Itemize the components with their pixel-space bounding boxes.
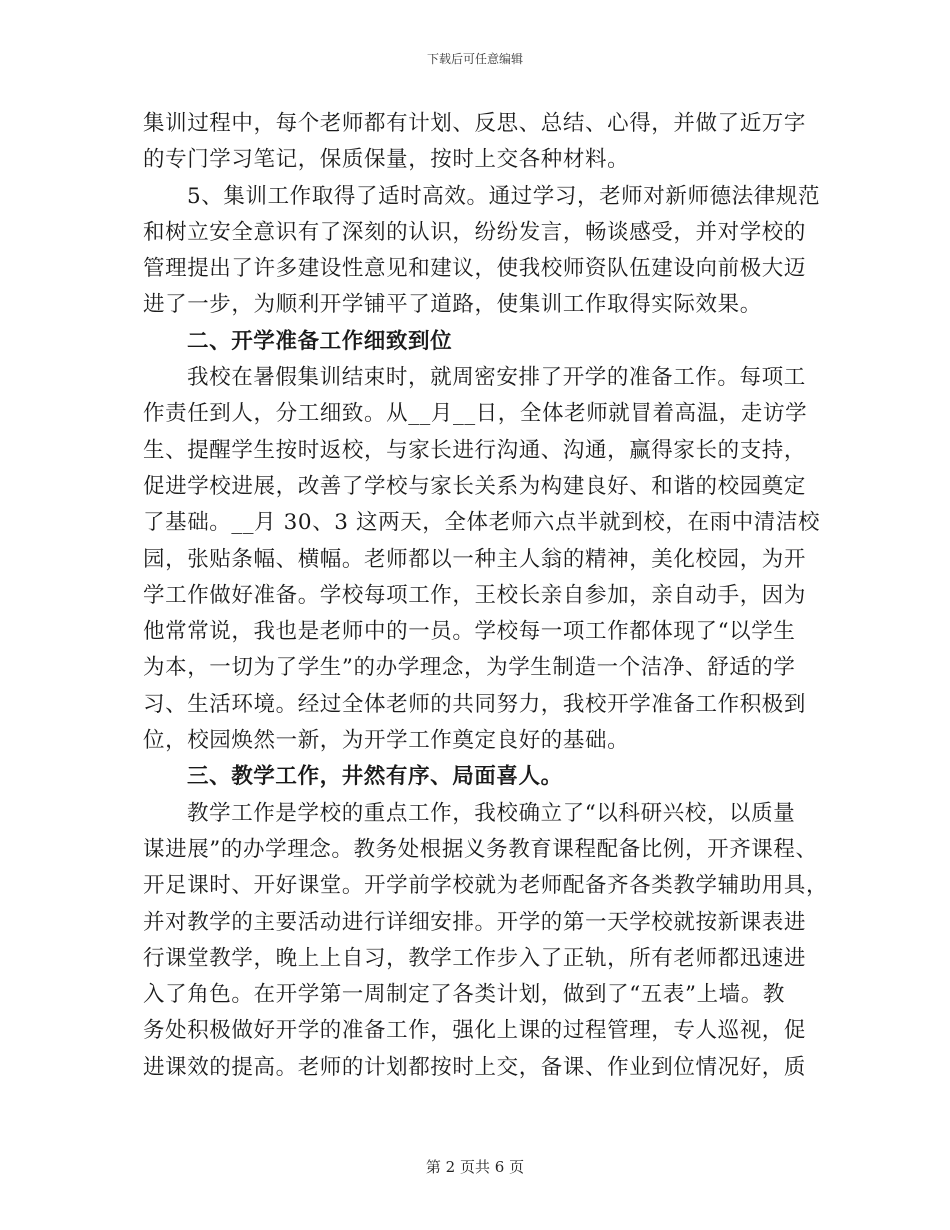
page-footer: 第 2 页共 6 页 <box>425 1158 525 1176</box>
text-line: 5、集训工作取得了适时高效。通过学习，老师对新师德法律规范 <box>187 183 821 209</box>
text-line: 管理提出了许多建设性意见和建议，使我校师资队伍建设向前极大迈 <box>143 256 807 282</box>
text-line: 作责任到人，分工细致。从__月__日，全体老师就冒着高温，走访学 <box>143 401 808 427</box>
text-line: 促进学校进展，改善了学校与家长关系为构建良好、和谐的校园奠定 <box>143 473 807 499</box>
document-body <box>143 106 829 1086</box>
text-line: 教学工作是学校的重点工作，我校确立了“以科研兴校，以质量 <box>187 800 796 826</box>
text-line: 谋进展”的办学理念。教务处根据义务教育课程配备比例，开齐课程、 <box>143 836 818 862</box>
page-header: 下载后可任意编辑 <box>426 52 523 66</box>
text-line: 并对教学的主要活动进行详细安排。开学的第一天学校就按新课表进 <box>143 909 807 935</box>
text-line: 和树立安全意识有了深刻的认识，纷纷发言，畅谈感受，并对学校的 <box>143 219 807 245</box>
text-line: 集训过程中，每个老师都有计划、反思、总结、心得，并做了近万字 <box>143 111 807 136</box>
section-heading: 二、开学准备工作细致到位 <box>187 328 453 354</box>
section-heading: 三、教学工作，井然有序、局面喜人。 <box>187 764 563 790</box>
text-line: 学工作做好准备。学校每项工作，王校长亲自参加，亲自动手，因为 <box>143 582 807 608</box>
text-line: 我校在暑假集训结束时，就周密安排了开学的准备工作。每项工 <box>187 365 806 391</box>
text-line: 位，校园焕然一新，为开学工作奠定良好的基础。 <box>143 728 630 754</box>
text-line: 进了一步，为顺利开学铺平了道路，使集训工作取得实际效果。 <box>143 292 762 318</box>
text-line: 为本，一切为了学生”的办学理念，为学生制造一个洁净、舒适的学 <box>143 655 796 681</box>
text-line: 他常常说，我也是老师中的一员。学校每一项工作都体现了“以学生 <box>143 619 796 645</box>
text-line: 入了角色。在开学第一周制定了各类计划，做到了“五表”上墙。教 <box>143 982 785 1008</box>
text-line: 开足课时、开好课堂。开学前学校就为老师配备齐各类教学辅助用具， <box>143 873 829 899</box>
text-line: 进课效的提高。老师的计划都按时上交，备课、作业到位情况好，质 <box>143 1054 807 1080</box>
text-line: 生、提醒学生按时返校，与家长进行沟通、沟通，赢得家长的支持， <box>143 437 807 463</box>
text-line: 行课堂教学，晚上上自习，教学工作步入了正轨，所有老师都迅速进 <box>143 945 807 971</box>
text-line: 务处积极做好开学的准备工作，强化上课的过程管理，专人巡视，促 <box>143 1018 807 1044</box>
text-line: 园，张贴条幅、横幅。老师都以一种主人翁的精神，美化校园，为开 <box>143 546 807 572</box>
text-line: 了基础。__月 30、3 这两天，全体老师六点半就到校，在雨中清洁校 <box>143 510 821 536</box>
text-line: 的专门学习笔记，保质保量，按时上交各种材料。 <box>143 147 630 173</box>
text-line: 习、生活环境。经过全体老师的共同努力，我校开学准备工作积极到 <box>143 691 807 717</box>
